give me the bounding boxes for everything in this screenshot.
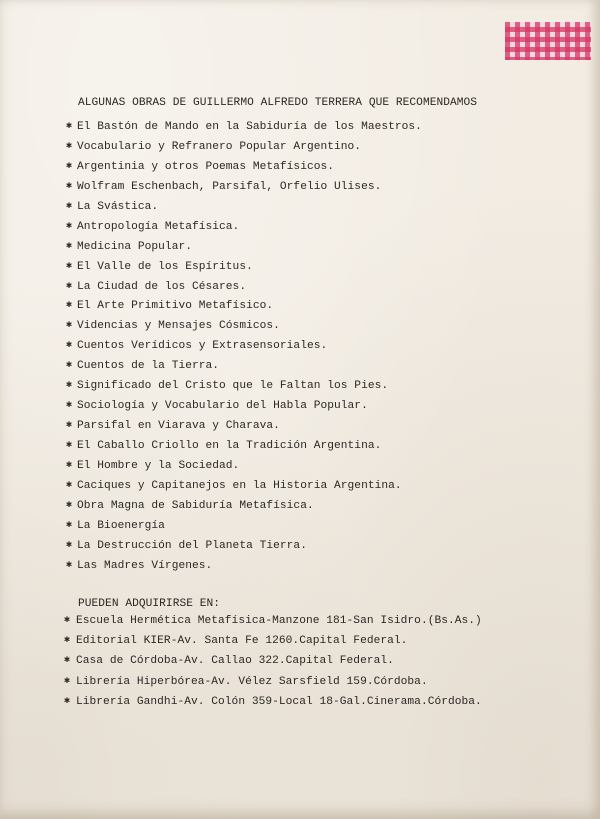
asterisk-bullet-icon: ✱ — [66, 519, 73, 531]
list-item — [66, 539, 422, 559]
list-item — [66, 299, 422, 319]
work-title: Videncias y Mensajes Cósmicos. — [77, 320, 280, 333]
list-item — [64, 675, 482, 695]
list-item — [66, 379, 422, 399]
list-item — [66, 439, 422, 459]
asterisk-bullet-icon: ✱ — [66, 240, 73, 252]
list-item — [64, 654, 482, 674]
asterisk-bullet-icon: ✱ — [66, 200, 73, 212]
work-title: Obra Magna de Sabiduría Metafísica. — [77, 499, 314, 512]
list-item — [66, 339, 422, 359]
list-item — [66, 399, 422, 419]
asterisk-bullet-icon: ✱ — [66, 220, 73, 232]
list-item — [66, 160, 422, 180]
work-title: Cuentos de la Tierra. — [77, 360, 220, 373]
list-item — [66, 459, 422, 479]
work-title: Argentinia y otros Poemas Metafísicos. — [77, 160, 335, 173]
list-item — [66, 120, 422, 140]
store-address: Escuela Hermética Metafísica-Manzone 181-San Isidro.(Bs.As.) — [76, 615, 482, 627]
asterisk-bullet-icon: ✱ — [66, 280, 73, 292]
asterisk-bullet-icon: ✱ — [66, 121, 73, 132]
asterisk-bullet-icon: ✱ — [66, 260, 73, 272]
stores-heading: PUEDEN ADQUIRIRSE EN: — [78, 598, 221, 610]
work-title: Parsifal en Viarava y Charava. — [77, 420, 280, 433]
work-title: La Svástica. — [77, 200, 159, 213]
asterisk-bullet-icon: ✱ — [66, 499, 73, 511]
list-item — [66, 280, 422, 300]
asterisk-bullet-icon: ✱ — [66, 300, 73, 312]
asterisk-bullet-icon: ✱ — [66, 180, 73, 192]
work-title: Medicina Popular. — [77, 240, 192, 253]
list-item — [64, 695, 482, 715]
work-title: Caciques y Capitanejos en la Historia Argentina. — [77, 479, 402, 492]
list-item — [66, 419, 422, 439]
work-title: Vocabulario y Refranero Popular Argentino. — [77, 140, 362, 153]
work-title: El Caballo Criollo en la Tradición Argentina. — [77, 440, 382, 452]
work-title: El Valle de los Espíritus. — [77, 260, 253, 273]
list-item — [66, 559, 422, 579]
store-address: Casa de Córdoba-Av. Callao 322.Capital Federal. — [76, 655, 394, 668]
asterisk-bullet-icon: ✱ — [66, 440, 73, 451]
asterisk-bullet-icon: ✱ — [64, 695, 71, 707]
list-item — [64, 614, 482, 634]
list-item — [66, 140, 422, 160]
price-sticker — [505, 22, 591, 60]
stores-list — [64, 614, 482, 715]
list-item — [66, 479, 422, 499]
asterisk-bullet-icon: ✱ — [64, 615, 71, 626]
asterisk-bullet-icon: ✱ — [66, 160, 73, 172]
asterisk-bullet-icon: ✱ — [64, 675, 71, 687]
asterisk-bullet-icon: ✱ — [66, 340, 73, 352]
work-title: Las Madres Vírgenes. — [77, 559, 213, 572]
work-title: El Arte Primitivo Metafísico. — [77, 300, 274, 313]
list-item — [66, 220, 422, 240]
asterisk-bullet-icon: ✱ — [66, 539, 73, 551]
store-address: Editorial KIER-Av. Santa Fe 1260.Capital Federal. — [76, 635, 408, 648]
work-title: La Bioenergía — [77, 519, 165, 532]
works-list — [66, 120, 422, 579]
list-item — [66, 260, 422, 280]
list-item — [66, 359, 422, 379]
work-title: El Bastón de Mando en la Sabiduría de los Maestros. — [77, 121, 422, 133]
work-title: El Hombre y la Sociedad. — [77, 459, 240, 472]
work-title: Sociología y Vocabulario del Habla Popular. — [77, 400, 368, 413]
list-item — [66, 240, 422, 260]
asterisk-bullet-icon: ✱ — [64, 635, 71, 647]
list-item — [66, 200, 422, 220]
list-item — [66, 180, 422, 200]
work-title: La Ciudad de los Césares. — [77, 280, 247, 293]
list-item — [64, 634, 482, 654]
asterisk-bullet-icon: ✱ — [66, 420, 73, 432]
asterisk-bullet-icon: ✱ — [66, 479, 73, 491]
asterisk-bullet-icon: ✱ — [66, 459, 73, 471]
asterisk-bullet-icon: ✱ — [66, 360, 73, 372]
list-item — [66, 319, 422, 339]
work-title: Antropología Metafísica. — [77, 220, 240, 233]
work-title: La Destrucción del Planeta Tierra. — [77, 539, 307, 552]
asterisk-bullet-icon: ✱ — [66, 559, 73, 571]
work-title: Significado del Cristo que le Faltan los Pies. — [77, 380, 389, 393]
store-address: Librería Hiperbórea-Av. Vélez Sarsfield 159.Córdoba. — [76, 675, 428, 688]
recommended-works-heading: ALGUNAS OBRAS DE GUILLERMO ALFREDO TERRERA QUE RECOMENDAMOS — [78, 97, 478, 109]
asterisk-bullet-icon: ✱ — [66, 380, 73, 392]
list-item — [66, 499, 422, 519]
asterisk-bullet-icon: ✱ — [66, 320, 73, 332]
asterisk-bullet-icon: ✱ — [66, 140, 73, 152]
asterisk-bullet-icon: ✱ — [64, 655, 71, 667]
asterisk-bullet-icon: ✱ — [66, 400, 73, 412]
work-title: Wolfram Eschenbach, Parsifal, Orfelio Ulises. — [77, 180, 382, 193]
store-address: Librería Gandhi-Av. Colón 359-Local 18-Gal.Cinerama.Córdoba. — [76, 695, 482, 708]
list-item — [66, 519, 422, 539]
work-title: Cuentos Verídicos y Extrasensoriales. — [77, 340, 328, 353]
